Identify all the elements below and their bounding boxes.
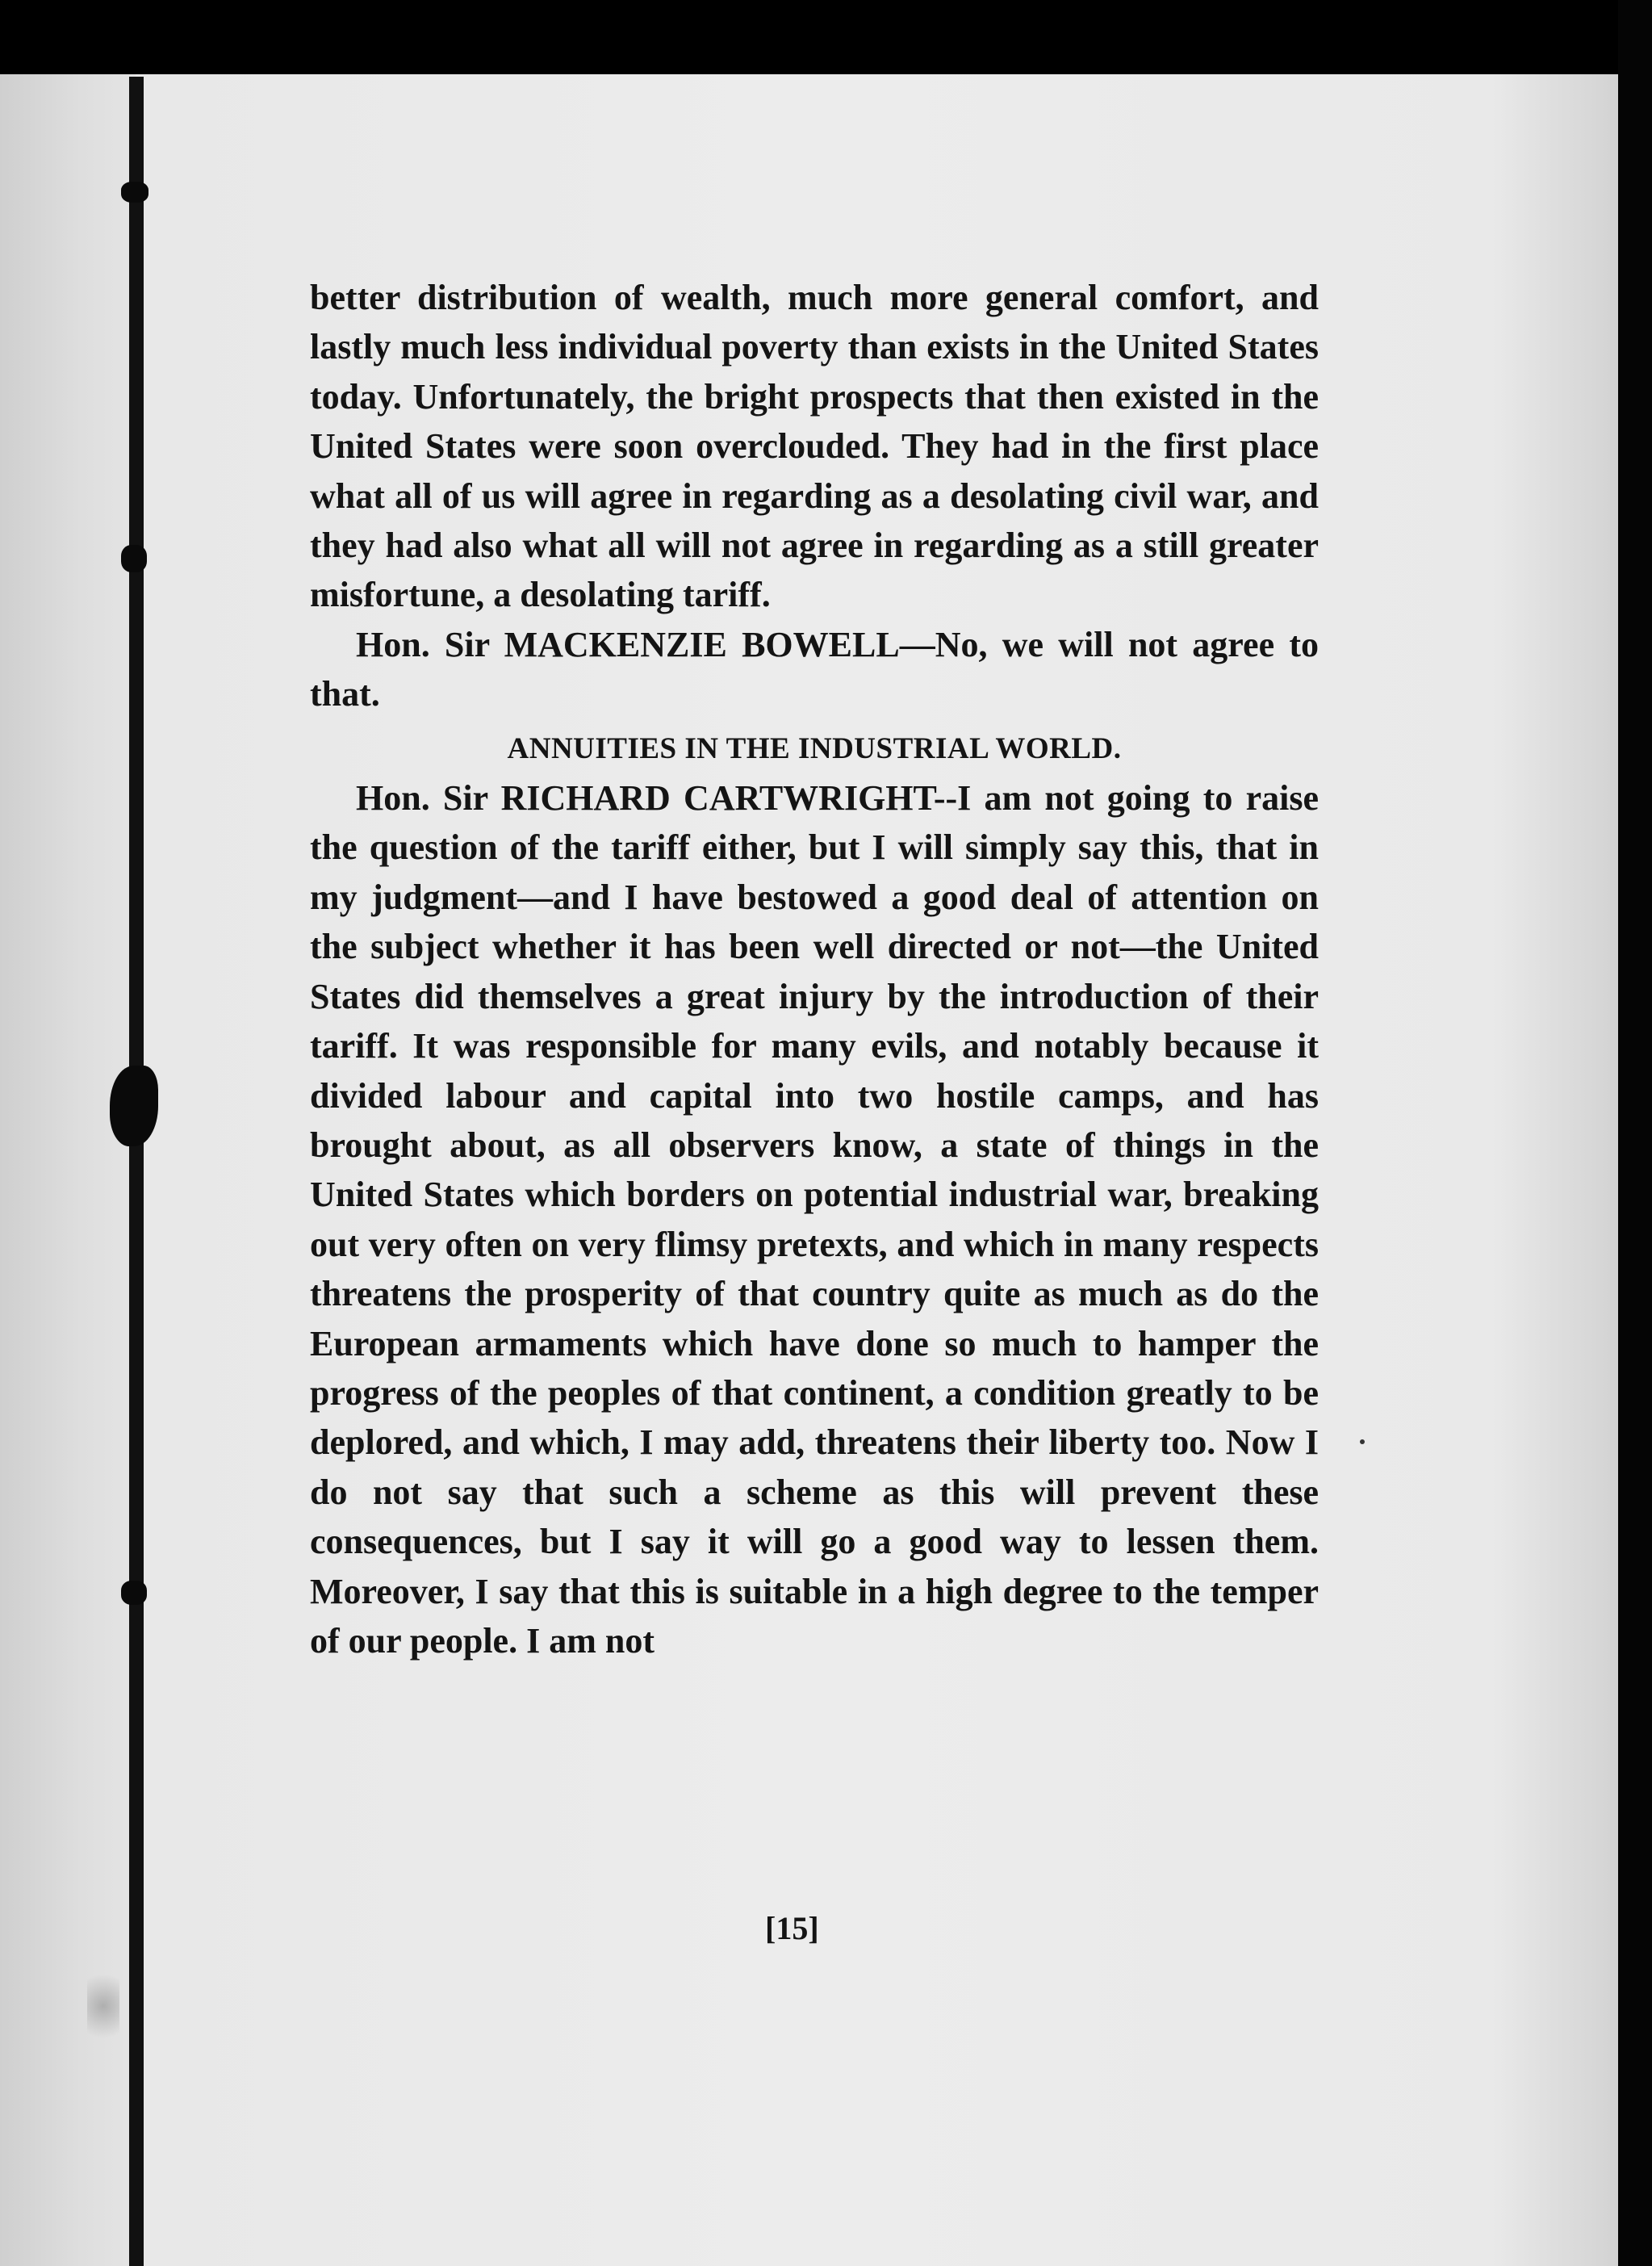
body-text — [310, 273, 1319, 1665]
binding-edge-line — [129, 77, 144, 2266]
paragraph-speech — [310, 773, 1319, 1665]
paragraph-text: better distribution of wealth, much more general comfort, and lastly much less individual poverty than exists in the United States today. Unfortunately, the bright prospects that then existed in the United States were soon overclouded. They had in the first place what all of us will agree in regarding as a desolating civil war, and they had also what all will not agree in regarding as a still greater misfortune, a desolating tariff. — [310, 278, 1319, 615]
binding-mark — [121, 545, 147, 572]
paper-smudge — [87, 1970, 119, 2042]
paragraph-interjection — [310, 620, 1319, 719]
binding-gutter — [0, 74, 136, 2266]
paragraph-text: --I am not going to raise the question of the tariff either, but I will simply say this, that in my judgment—and I have bestowed a good deal of attention on the subject whether it has been well directed or not—the United States did themselves a great injury by the introduction of their tariff. It was responsible for many evils, and notably because it divided labour and capital into two hostile camps, and has brought about, as all observers know, a state of things in the United States which borders on potential industrial war, breaking out very often on very flimsy pretexts, and which in many respects threatens the prosperity of that country quite as much as do the European armaments which have done so much to hamper the progress of the peoples of that continent, a condition greatly to be deplored, and which, I may add, threatens their liberty too. Now I do not say that such a scheme as this will prevent these consequences, but I say it will go a good way to lessen them. Moreover, I say that this is suitable in a high degree to the temper of our people. I am not — [310, 778, 1319, 1661]
binding-mark — [121, 1581, 147, 1605]
speaker-name: Hon. Sir MACKENZIE BOWELL — [356, 624, 900, 664]
paragraph-continuation — [310, 273, 1319, 620]
binding-mark — [110, 1066, 158, 1146]
page-number: [15] — [765, 1910, 819, 1946]
binding-mark — [121, 182, 148, 203]
ink-speck — [1360, 1439, 1365, 1444]
paragraph-text: —No, we will not agree to that. — [310, 624, 1319, 714]
section-heading: ANNUITIES IN THE INDUSTRIAL WORLD. — [507, 731, 1122, 765]
film-frame-border — [1618, 0, 1652, 2266]
speaker-name: Hon. Sir RICHARD CARTWRIGHT — [356, 778, 934, 819]
